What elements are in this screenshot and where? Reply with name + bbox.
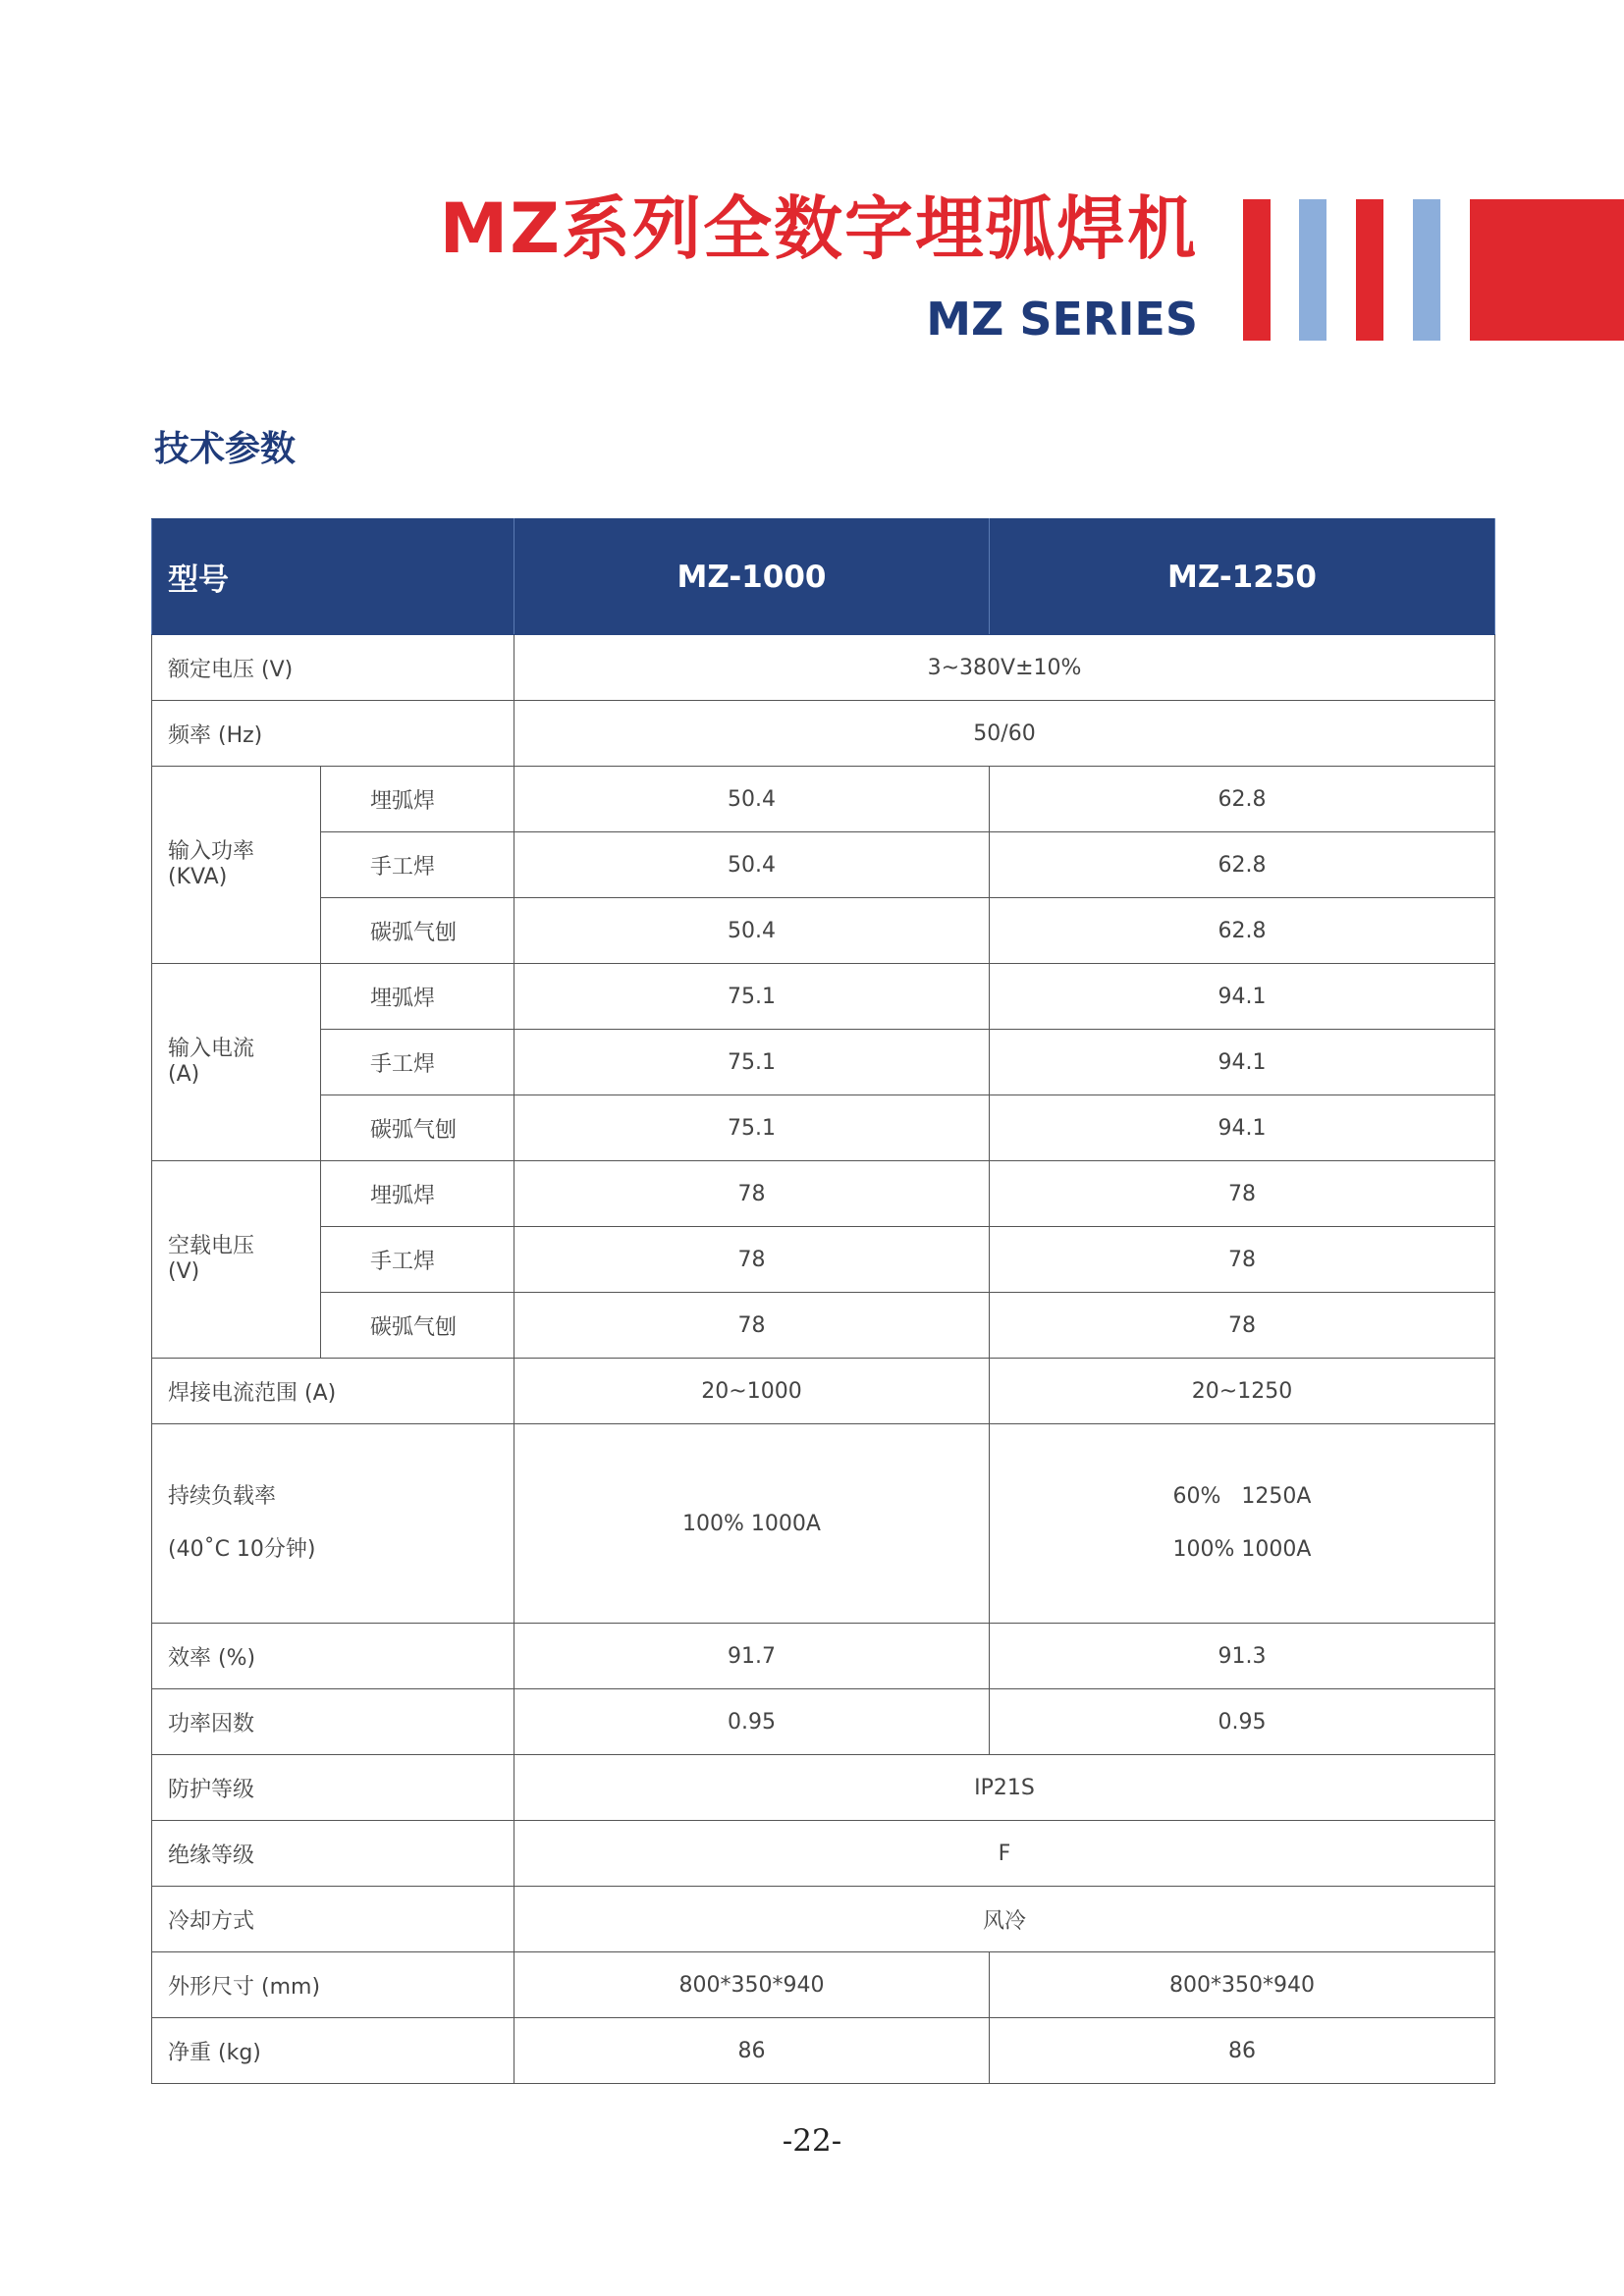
row-label	[152, 1424, 514, 1624]
sub-label: 碳弧气刨	[321, 1095, 514, 1161]
header-mz1250: MZ-1250	[990, 519, 1495, 635]
row-label: 冷却方式	[152, 1887, 514, 1952]
page-title: MZ系列全数字埋弧焊机	[439, 188, 1198, 269]
cell-mz1000: 50.4	[514, 767, 990, 832]
group-label-line1: 空载电压	[168, 1233, 255, 1258]
cell-mz1000: 100% 1000A	[514, 1424, 990, 1624]
cell-mz1000: 75.1	[514, 1095, 990, 1161]
row-label: 外形尺寸 (mm)	[152, 1952, 514, 2018]
row-input-power	[152, 767, 1495, 832]
row-value: 50/60	[514, 701, 1495, 767]
group-label-no-load-voltage	[152, 1161, 321, 1359]
row-label: 净重 (kg)	[152, 2018, 514, 2084]
cell-mz1250: 94.1	[990, 1095, 1495, 1161]
group-label-line1: 输入功率	[168, 838, 255, 864]
spec-table	[151, 518, 1495, 2084]
row-value: F	[514, 1821, 1495, 1887]
row-no-load-voltage	[152, 1161, 1495, 1227]
section-heading: 技术参数	[154, 429, 297, 469]
row-efficiency	[152, 1624, 1495, 1689]
sub-label: 碳弧气刨	[321, 898, 514, 964]
cell-mz1250: 800*350*940	[990, 1952, 1495, 2018]
row-label: 效率 (%)	[152, 1624, 514, 1689]
cell-mz1000: 0.95	[514, 1689, 990, 1755]
cell-mz1250: 62.8	[990, 898, 1495, 964]
cell-mz1250: 78	[990, 1161, 1495, 1227]
stripe-blue-1	[1299, 199, 1326, 341]
stripe-blue-2	[1413, 199, 1440, 341]
table-header-row	[152, 519, 1495, 635]
cell-mz1250: 78	[990, 1227, 1495, 1293]
row-input-current	[152, 1030, 1495, 1095]
cell-mz1250	[990, 1424, 1495, 1624]
row-protection	[152, 1755, 1495, 1821]
cell-mz1250: 94.1	[990, 964, 1495, 1030]
row-input-power	[152, 898, 1495, 964]
cell-mz1000: 20~1000	[514, 1359, 990, 1424]
row-label: 绝缘等级	[152, 1821, 514, 1887]
row-cooling	[152, 1887, 1495, 1952]
row-value: IP21S	[514, 1755, 1495, 1821]
row-frequency	[152, 701, 1495, 767]
row-current-range	[152, 1359, 1495, 1424]
sub-label: 手工焊	[321, 832, 514, 898]
duty-mz1250-line2: 100% 1000A	[1172, 1537, 1312, 1562]
row-label: 防护等级	[152, 1755, 514, 1821]
row-input-current	[152, 964, 1495, 1030]
duty-mz1250-line1: 60% 1250A	[1172, 1484, 1312, 1509]
cell-mz1250: 62.8	[990, 832, 1495, 898]
sub-label: 埋弧焊	[321, 767, 514, 832]
cell-mz1250: 94.1	[990, 1030, 1495, 1095]
cell-mz1000: 86	[514, 2018, 990, 2084]
group-label-input-current	[152, 964, 321, 1161]
row-label: 功率因数	[152, 1689, 514, 1755]
cell-mz1000: 50.4	[514, 898, 990, 964]
row-dimensions	[152, 1952, 1495, 2018]
cell-mz1250: 91.3	[990, 1624, 1495, 1689]
cell-mz1000: 50.4	[514, 832, 990, 898]
group-label-input-power	[152, 767, 321, 964]
cell-mz1250: 78	[990, 1293, 1495, 1359]
cell-mz1000: 75.1	[514, 964, 990, 1030]
row-no-load-voltage	[152, 1293, 1495, 1359]
cell-mz1250: 86	[990, 2018, 1495, 2084]
sub-label: 碳弧气刨	[321, 1293, 514, 1359]
row-value: 风冷	[514, 1887, 1495, 1952]
duty-label-line1: 持续负载率	[168, 1484, 277, 1509]
group-label-line2: (V)	[168, 1259, 200, 1284]
row-no-load-voltage	[152, 1227, 1495, 1293]
cell-mz1000: 800*350*940	[514, 1952, 990, 2018]
group-label-line1: 输入电流	[168, 1036, 255, 1061]
stripe-red-block	[1470, 199, 1624, 341]
row-input-current	[152, 1095, 1495, 1161]
page-subtitle: MZ SERIES	[926, 293, 1198, 346]
group-label-line2: (KVA)	[168, 865, 228, 889]
cell-mz1000: 78	[514, 1161, 990, 1227]
cell-mz1250: 62.8	[990, 767, 1495, 832]
cell-mz1250: 20~1250	[990, 1359, 1495, 1424]
row-label: 额定电压 (V)	[152, 635, 514, 701]
row-net-weight	[152, 2018, 1495, 2084]
group-label-line2: (A)	[168, 1062, 200, 1087]
cell-mz1000: 78	[514, 1293, 990, 1359]
header-mz1000: MZ-1000	[514, 519, 990, 635]
cell-mz1000: 78	[514, 1227, 990, 1293]
row-label: 频率 (Hz)	[152, 701, 514, 767]
row-rated-voltage	[152, 635, 1495, 701]
header-model: 型号	[152, 519, 514, 635]
row-value: 3~380V±10%	[514, 635, 1495, 701]
row-label: 焊接电流范围 (A)	[152, 1359, 514, 1424]
sub-label: 埋弧焊	[321, 1161, 514, 1227]
sub-label: 手工焊	[321, 1030, 514, 1095]
duty-label-line2: (40˚C 10分钟)	[168, 1537, 316, 1562]
row-input-power	[152, 832, 1495, 898]
row-duty-cycle	[152, 1424, 1495, 1624]
cell-mz1000: 91.7	[514, 1624, 990, 1689]
sub-label: 手工焊	[321, 1227, 514, 1293]
stripe-red-2	[1356, 199, 1383, 341]
cell-mz1000: 75.1	[514, 1030, 990, 1095]
row-insulation	[152, 1821, 1495, 1887]
cell-mz1250: 0.95	[990, 1689, 1495, 1755]
row-power-factor	[152, 1689, 1495, 1755]
sub-label: 埋弧焊	[321, 964, 514, 1030]
page-number: -22-	[782, 2123, 842, 2159]
stripe-red-1	[1243, 199, 1271, 341]
